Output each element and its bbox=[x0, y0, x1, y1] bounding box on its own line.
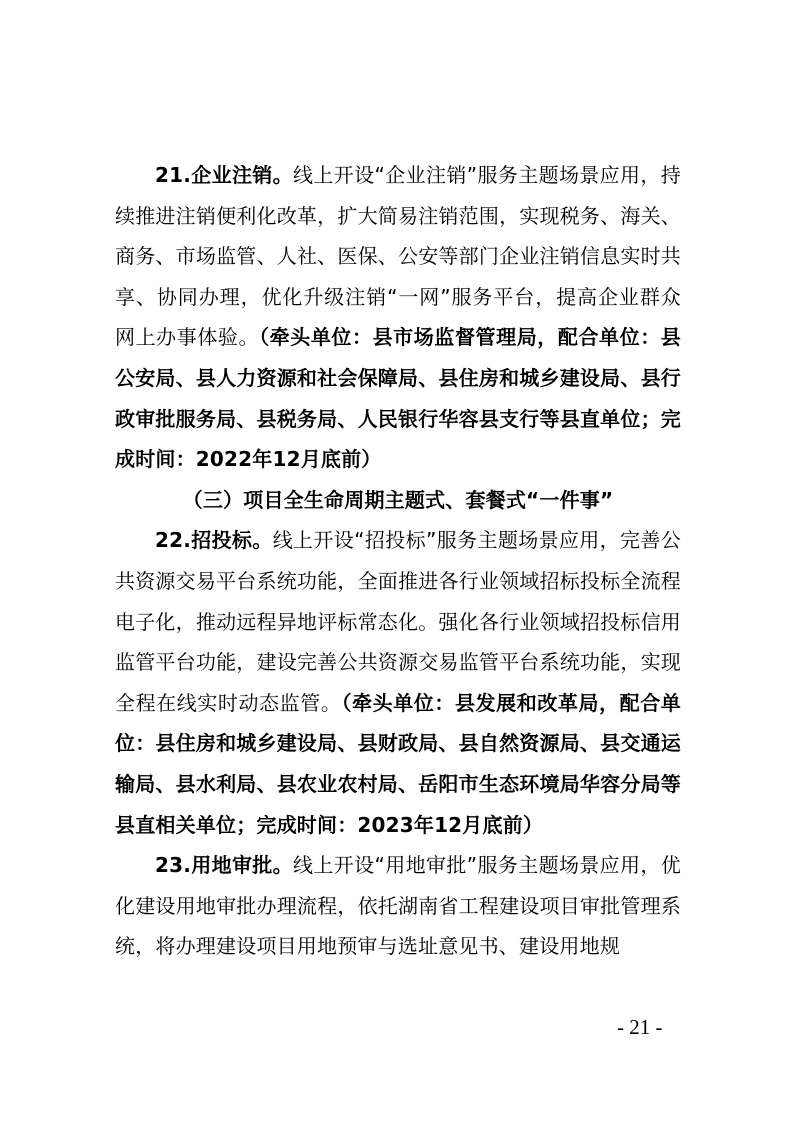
item-23-title: 23.用地审批。 bbox=[155, 853, 294, 878]
item-21-title: 21.企业注销。 bbox=[155, 163, 294, 187]
document-body bbox=[115, 155, 681, 967]
item-21-responsibility: （牵头单位：县市场监督管理局，配合单位：县公安局、县人力资源和社会保障局、县住房和城乡建设局、县行政审批服务局、县税务局、人民银行华容县支行等县直单位；完成时间：2022年12月底前） bbox=[115, 325, 681, 472]
section-heading: （三）项目全生命周期主题式、套餐式“一件事” bbox=[182, 487, 614, 512]
item-23-paragraph bbox=[115, 845, 681, 967]
page-number: - 21 - bbox=[617, 1015, 663, 1039]
item-21-paragraph bbox=[115, 155, 681, 480]
item-21-body: 线上开设“企业注销”服务主题场景应用，持续推进注销便利化改革，扩大简易注销范围，实现税务、海关、商务、市场监管、人社、医保、公安等部门企业注销信息实时共享、协同办理，优化升级注销“一网”服务平台，提高企业群众网上办事体验。 bbox=[115, 163, 681, 350]
item-22-responsibility: （牵头单位：县发展和改革局，配合单位：县住房和城乡建设局、县财政局、县自然资源局、县交通运输局、县水利局、县农业农村局、岳阳市生态环境局华容分局等县直相关单位；完成时间：2023年12月底前） bbox=[115, 690, 681, 837]
item-22-paragraph bbox=[115, 520, 681, 845]
item-22-body: 线上开设“招投标”服务主题场景应用，完善公共资源交易平台系统功能，全面推进各行业领域招标投标全流程电子化，推动远程异地评标常态化。强化各行业领域招投标信用监管平台功能，建设完善公共资源交易监管平台系统功能，实现全程在线实时动态监管。 bbox=[115, 528, 681, 715]
item-22-title: 22.招投标。 bbox=[155, 528, 273, 553]
item-23-body: 线上开设“用地审批”服务主题场景应用，优化建设用地审批办理流程，依托湖南省工程建设项目审批管理系统，将办理建设项目用地预审与选址意见书、建设用地规 bbox=[115, 853, 681, 959]
